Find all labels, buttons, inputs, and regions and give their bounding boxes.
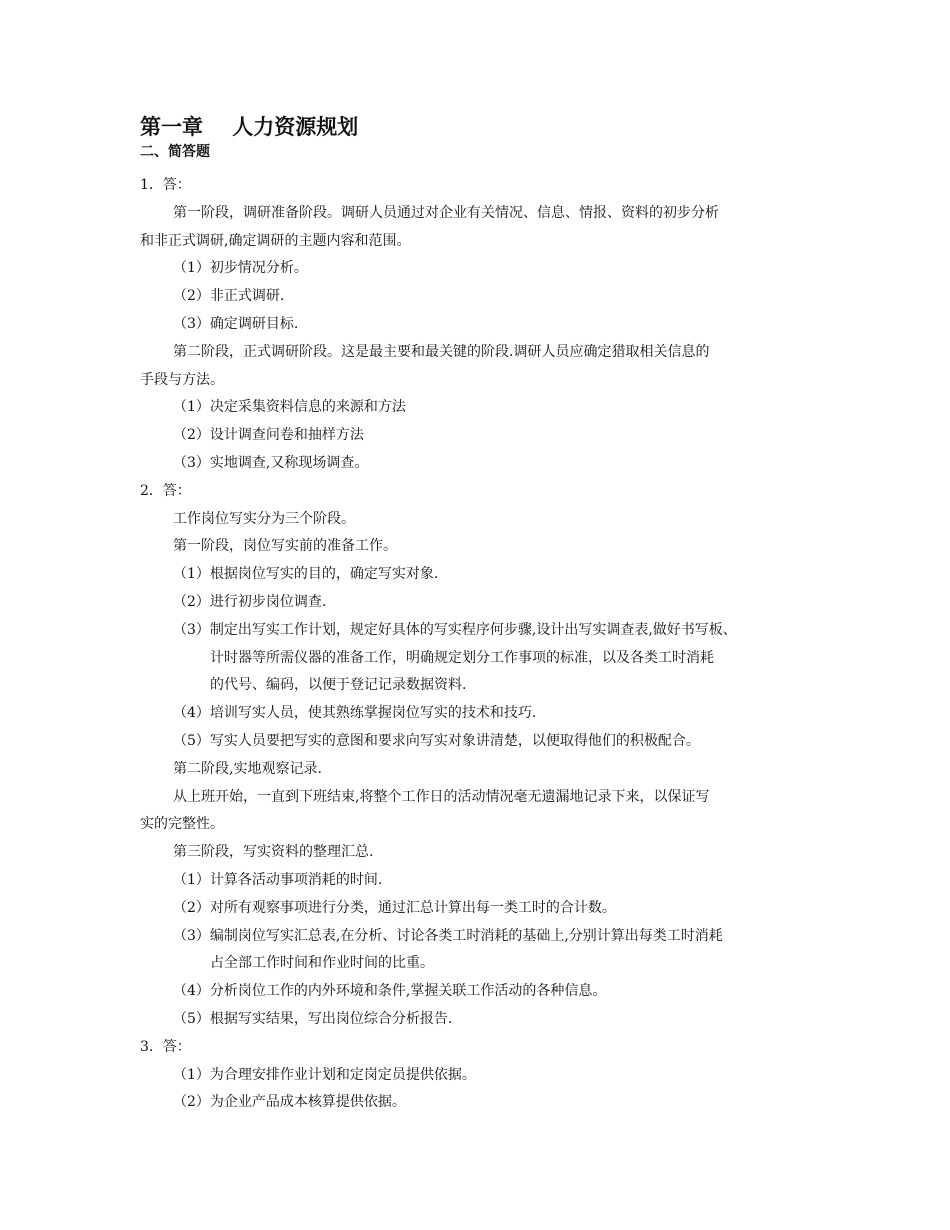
- list-item: （3）制定出写实工作计划，规定好具体的写实程序何步骤,设计出写实调查表,做好书写板、: [173, 621, 737, 638]
- list-item: （3）实地调查,又称现场调查。: [173, 454, 369, 471]
- paragraph-line: 实的完整性。: [140, 816, 224, 833]
- list-item: （1）根据岗位写实的目的，确定写实对象.: [173, 566, 439, 583]
- question-number: 1．答：: [140, 177, 191, 193]
- paragraph-line: 第一阶段，调研准备阶段。调研人员通过对企业有关情况、信息、情报、资料的初步分析: [173, 204, 719, 221]
- list-item: （2）对所有观察事项进行分类，通过汇总计算出每一类工时的合计数。: [173, 899, 616, 916]
- paragraph-line: 第二阶段，正式调研阶段。这是最主要和最关键的阶段.调研人员应确定猎取相关信息的: [173, 343, 710, 360]
- list-item: （5）根据写实结果，写出岗位综合分析报告.: [173, 1010, 453, 1027]
- paragraph-line: 从上班开始，一直到下班结束,将整个工作日的活动情况毫无遗漏地记录下来，以保证写: [173, 788, 710, 805]
- paragraph-line: 和非正式调研,确定调研的主题内容和范围。: [140, 232, 411, 249]
- list-item: （3）确定调研目标.: [173, 315, 299, 332]
- document-body: [140, 112, 820, 1117]
- list-item: （2）非正式调研.: [173, 288, 285, 305]
- list-item-continuation: 占全部工作时间和作业时间的比重。: [210, 955, 434, 972]
- list-item: （1）初步情况分析。: [173, 260, 308, 277]
- list-item: （3）编制岗位写实汇总表,在分析、讨论各类工时消耗的基础上,分别计算出每类工时消耗: [173, 927, 723, 944]
- list-item-continuation: 计时器等所需仪器的准备工作，明确规定划分工作事项的标准，以及各类工时消耗: [210, 649, 714, 666]
- paragraph-line: 手段与方法。: [140, 371, 224, 388]
- list-item: （2）为企业产品成本核算提供依据。: [173, 1094, 406, 1111]
- paragraph-line: 第三阶段，写实资料的整理汇总.: [173, 844, 374, 861]
- paragraph-line: 工作岗位写实分为三个阶段。: [173, 510, 355, 527]
- list-item: （4）分析岗位工作的内外环境和条件,掌握关联工作活动的各种信息。: [173, 983, 607, 1000]
- list-item: （1）计算各活动事项消耗的时间.: [173, 871, 383, 888]
- list-item: （2）设计调查问卷和抽样方法: [173, 427, 364, 444]
- list-item: （1）决定采集资料信息的来源和方法: [173, 399, 406, 416]
- paragraph-line: 第一阶段，岗位写实前的准备工作。: [173, 538, 397, 555]
- list-item: （5）写实人员要把写实的意图和要求向写实对象讲清楚，以便取得他们的积极配合。: [173, 732, 700, 749]
- paragraph-line: 第二阶段,实地观察记录.: [173, 760, 322, 777]
- list-item: （4）培训写实人员，使其熟练掌握岗位写实的技术和技巧.: [173, 705, 537, 722]
- list-item-continuation: 的代号、编码，以便于登记记录数据资料.: [210, 677, 467, 694]
- question-number: 2．答：: [140, 482, 191, 499]
- question-number: 3．答：: [140, 1038, 191, 1055]
- list-item: （2）进行初步岗位调查.: [173, 593, 327, 610]
- answer-text: [140, 172, 820, 1117]
- section-title: 二、简答题: [140, 144, 210, 160]
- list-item: （1）为合理安排作业计划和定岗定员提供依据。: [173, 1066, 476, 1083]
- chapter-title: 第一章 人力资源规划: [140, 115, 359, 139]
